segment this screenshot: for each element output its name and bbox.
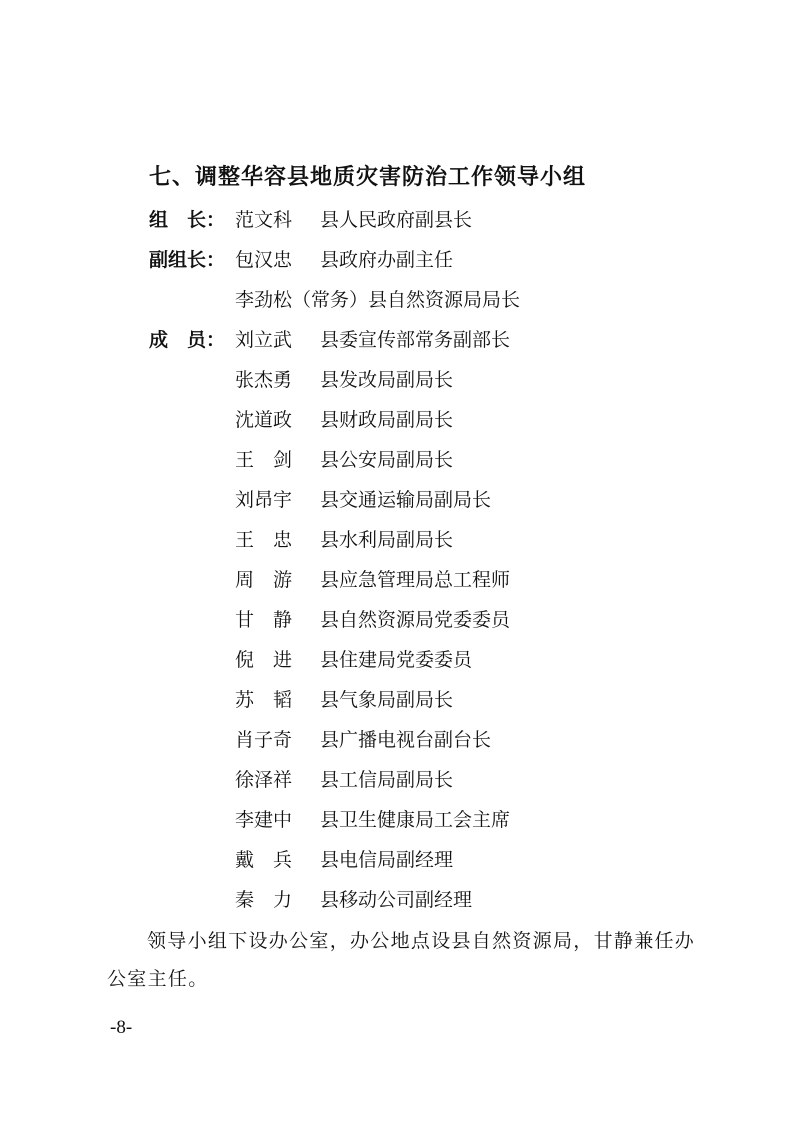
- section-heading: 七、调整华容县地质灾害防治工作领导小组: [149, 165, 587, 190]
- member-name: 周 游: [235, 569, 293, 591]
- leader-name: 范文科: [235, 209, 293, 231]
- deputy-name: 包汉忠: [235, 249, 293, 271]
- member-name: 李建中: [235, 809, 293, 831]
- member-title: 县财政局副局长: [320, 409, 454, 431]
- member-title: 县广播电视台副台长: [320, 729, 492, 751]
- member-name: 秦 力: [235, 889, 293, 911]
- member-name: 甘 静: [235, 609, 293, 631]
- deputy-label: 副组长：: [149, 249, 226, 271]
- member-name: 王 忠: [235, 529, 293, 551]
- member-name: 沈道政: [235, 409, 293, 431]
- member-name: 刘昂宇: [235, 489, 293, 511]
- member-title: 县公安局副局长: [320, 449, 454, 471]
- member-title: 县应急管理局总工程师: [320, 569, 511, 591]
- member-name: 张杰勇: [235, 369, 293, 391]
- member-title: 县交通运输局副局长: [320, 489, 492, 511]
- deputy-name-title: 李劲松（常务）县自然资源局局长: [235, 289, 521, 311]
- page-number: -8-: [110, 1017, 133, 1038]
- member-title: 县水利局副局长: [320, 529, 454, 551]
- member-title: 县气象局副局长: [320, 689, 454, 711]
- member-name: 徐泽祥: [235, 769, 293, 791]
- member-title: 县自然资源局党委委员: [320, 609, 511, 631]
- member-title: 县工信局副局长: [320, 769, 454, 791]
- member-title: 县发改局副局长: [320, 369, 454, 391]
- member-name: 刘立武: [235, 329, 293, 351]
- leader-title: 县人民政府副县长: [320, 209, 473, 231]
- member-title: 县卫生健康局工会主席: [320, 809, 511, 831]
- member-name: 倪 进: [235, 649, 293, 671]
- member-name: 苏 韬: [235, 689, 293, 711]
- member-name: 戴 兵: [235, 849, 293, 871]
- deputy-title: 县政府办副主任: [320, 249, 454, 271]
- member-name: 肖子奇: [235, 729, 293, 751]
- member-name: 王 剑: [235, 449, 293, 471]
- office-note-paragraph: 领导小组下设办公室，办公地点设县自然资源局，甘静兼任办公室主任。: [107, 930, 696, 990]
- members-label: 成 员：: [149, 329, 226, 351]
- member-title: 县委宣传部常务副部长: [320, 329, 511, 351]
- member-title: 县电信局副经理: [320, 849, 454, 871]
- member-title: 县住建局党委委员: [320, 649, 473, 671]
- member-title: 县移动公司副经理: [320, 889, 473, 911]
- leader-label: 组 长：: [149, 209, 226, 231]
